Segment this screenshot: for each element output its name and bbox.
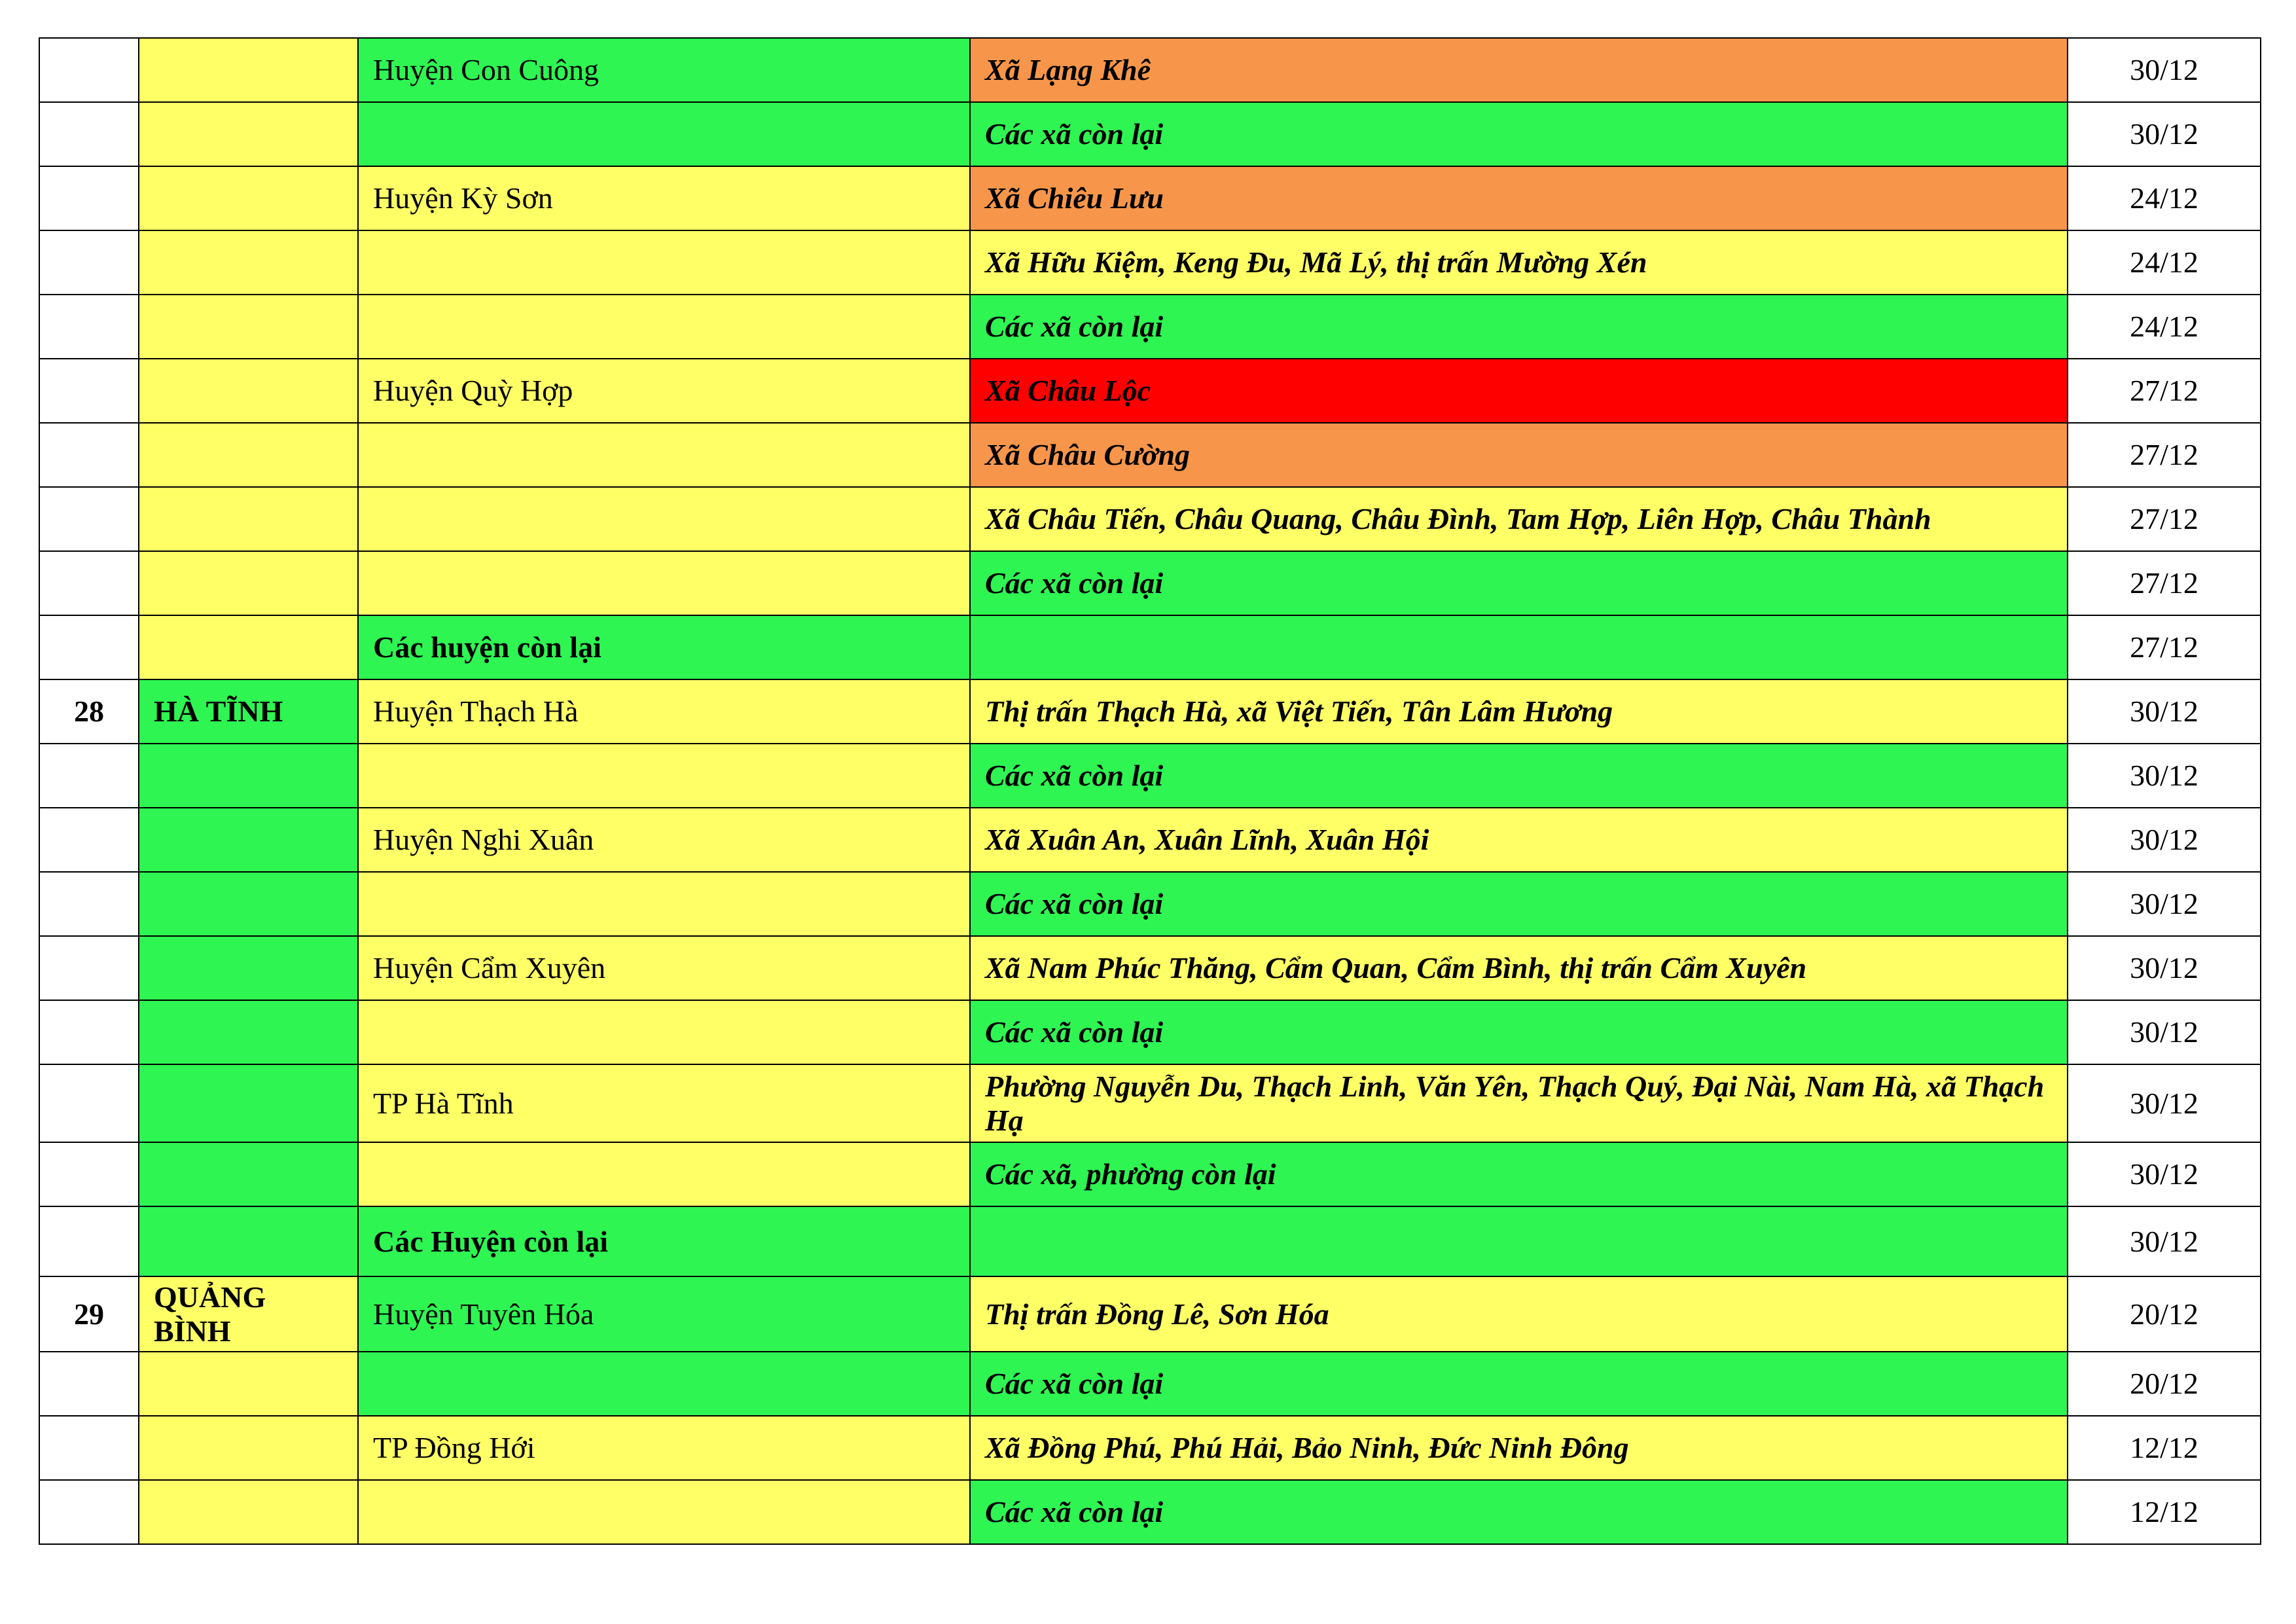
district-cell: Các huyện còn lại [358, 615, 970, 679]
table-row [39, 487, 2261, 551]
stt-cell [39, 808, 139, 872]
district-cell [358, 872, 970, 936]
province-cell [139, 423, 358, 487]
stt-cell [39, 295, 139, 359]
date-cell: 12/12 [2068, 1416, 2261, 1480]
province-cell [139, 487, 358, 551]
district-cell: Huyện Tuyên Hóa [358, 1276, 970, 1352]
date-cell: 30/12 [2068, 808, 2261, 872]
date-cell: 30/12 [2068, 872, 2261, 936]
commune-cell: Các xã còn lại [970, 102, 2068, 166]
date-cell: 30/12 [2068, 1064, 2261, 1142]
commune-cell: Xã Châu Tiến, Châu Quang, Châu Đình, Tam Hợp, Liên Hợp, Châu Thành [970, 487, 2068, 551]
commune-cell: Xã Châu Lộc [970, 359, 2068, 423]
table-row [39, 551, 2261, 615]
table-row [39, 423, 2261, 487]
date-cell: 24/12 [2068, 295, 2261, 359]
stt-cell [39, 936, 139, 1000]
province-cell [139, 1416, 358, 1480]
district-cell [358, 1000, 970, 1064]
stt-cell [39, 1480, 139, 1544]
district-cell: TP Hà Tĩnh [358, 1064, 970, 1142]
commune-cell: Xã Chiêu Lưu [970, 166, 2068, 230]
province-cell [139, 1480, 358, 1544]
date-cell: 30/12 [2068, 1206, 2261, 1276]
table-row [39, 295, 2261, 359]
district-cell: Huyện Quỳ Hợp [358, 359, 970, 423]
table-row [39, 1064, 2261, 1142]
table-row [39, 679, 2261, 744]
stt-cell: 28 [39, 679, 139, 744]
district-cell: Các Huyện còn lại [358, 1206, 970, 1276]
stt-cell [39, 1352, 139, 1416]
district-cell: Huyện Cẩm Xuyên [358, 936, 970, 1000]
province-cell [139, 295, 358, 359]
date-cell: 27/12 [2068, 359, 2261, 423]
table-row [39, 808, 2261, 872]
commune-cell: Thị trấn Thạch Hà, xã Việt Tiến, Tân Lâm Hương [970, 679, 2068, 744]
date-cell: 30/12 [2068, 679, 2261, 744]
district-cell [358, 1480, 970, 1544]
date-cell: 27/12 [2068, 487, 2261, 551]
commune-cell: Các xã còn lại [970, 744, 2068, 808]
province-cell [139, 230, 358, 295]
province-cell [139, 551, 358, 615]
district-cell [358, 1352, 970, 1416]
province-cell [139, 38, 358, 102]
stt-cell [39, 38, 139, 102]
date-cell: 30/12 [2068, 936, 2261, 1000]
province-cell: HÀ TĨNH [139, 679, 358, 744]
district-cell [358, 744, 970, 808]
district-cell: Huyện Nghi Xuân [358, 808, 970, 872]
stt-cell [39, 423, 139, 487]
commune-cell: Xã Hữu Kiệm, Keng Đu, Mã Lý, thị trấn Mường Xén [970, 230, 2068, 295]
stt-cell [39, 359, 139, 423]
commune-cell: Xã Châu Cường [970, 423, 2068, 487]
date-cell: 20/12 [2068, 1352, 2261, 1416]
table-row [39, 872, 2261, 936]
table-row [39, 166, 2261, 230]
commune-cell: Xã Nam Phúc Thăng, Cẩm Quan, Cẩm Bình, thị trấn Cẩm Xuyên [970, 936, 2068, 1000]
commune-cell: Các xã còn lại [970, 551, 2068, 615]
date-cell: 12/12 [2068, 1480, 2261, 1544]
district-cell: Huyện Thạch Hà [358, 679, 970, 744]
date-cell: 27/12 [2068, 423, 2261, 487]
stt-cell [39, 551, 139, 615]
commune-cell: Phường Nguyễn Du, Thạch Linh, Văn Yên, Thạch Quý, Đại Nài, Nam Hà, xã Thạch Hạ [970, 1064, 2068, 1142]
district-cell: Huyện Kỳ Sơn [358, 166, 970, 230]
commune-cell: Xã Lạng Khê [970, 38, 2068, 102]
table-row [39, 1352, 2261, 1416]
date-cell: 24/12 [2068, 166, 2261, 230]
date-cell: 30/12 [2068, 38, 2261, 102]
date-cell: 30/12 [2068, 1000, 2261, 1064]
province-cell [139, 744, 358, 808]
table-row [39, 744, 2261, 808]
stt-cell [39, 872, 139, 936]
district-cell [358, 102, 970, 166]
stt-cell [39, 1142, 139, 1206]
table-row [39, 615, 2261, 679]
district-cell [358, 230, 970, 295]
province-cell [139, 166, 358, 230]
date-cell: 30/12 [2068, 1142, 2261, 1206]
stt-cell [39, 102, 139, 166]
province-cell [139, 936, 358, 1000]
commune-cell: Các xã còn lại [970, 872, 2068, 936]
table-row [39, 1142, 2261, 1206]
district-cell [358, 487, 970, 551]
province-cell [139, 808, 358, 872]
date-cell: 30/12 [2068, 744, 2261, 808]
stt-cell [39, 1416, 139, 1480]
district-cell [358, 423, 970, 487]
table-row [39, 38, 2261, 102]
province-cell [139, 1352, 358, 1416]
stt-cell [39, 1000, 139, 1064]
table-row [39, 102, 2261, 166]
commune-cell: Các xã còn lại [970, 1352, 2068, 1416]
province-cell: QUẢNG BÌNH [139, 1276, 358, 1352]
table-row [39, 1416, 2261, 1480]
province-cell [139, 872, 358, 936]
province-cell [139, 359, 358, 423]
province-cell [139, 615, 358, 679]
district-cell [358, 295, 970, 359]
stt-cell [39, 487, 139, 551]
commune-cell: Các xã còn lại [970, 1480, 2068, 1544]
stt-cell [39, 166, 139, 230]
table-row [39, 359, 2261, 423]
province-cell [139, 1206, 358, 1276]
date-cell: 24/12 [2068, 230, 2261, 295]
stt-cell: 29 [39, 1276, 139, 1352]
stt-cell [39, 1064, 139, 1142]
commune-cell: Xã Xuân An, Xuân Lĩnh, Xuân Hội [970, 808, 2068, 872]
commune-cell: Các xã, phường còn lại [970, 1142, 2068, 1206]
district-cell [358, 1142, 970, 1206]
district-cell: Huyện Con Cuông [358, 38, 970, 102]
date-cell: 27/12 [2068, 551, 2261, 615]
date-cell: 27/12 [2068, 615, 2261, 679]
date-cell: 30/12 [2068, 102, 2261, 166]
stt-cell [39, 744, 139, 808]
date-cell: 20/12 [2068, 1276, 2261, 1352]
commune-cell: Các xã còn lại [970, 1000, 2068, 1064]
province-cell [139, 1142, 358, 1206]
province-cell [139, 1064, 358, 1142]
province-cell [139, 102, 358, 166]
commune-cell: Thị trấn Đồng Lê, Sơn Hóa [970, 1276, 2068, 1352]
stt-cell [39, 230, 139, 295]
zone-status-table [39, 37, 2261, 1545]
stt-cell [39, 1206, 139, 1276]
table-row [39, 1000, 2261, 1064]
commune-cell: Các xã còn lại [970, 295, 2068, 359]
province-cell [139, 1000, 358, 1064]
table-row [39, 1480, 2261, 1544]
commune-cell [970, 615, 2068, 679]
commune-cell [970, 1206, 2068, 1276]
table-row [39, 230, 2261, 295]
stt-cell [39, 615, 139, 679]
district-cell [358, 551, 970, 615]
table-row [39, 1276, 2261, 1352]
table-row [39, 1206, 2261, 1276]
district-cell: TP Đồng Hới [358, 1416, 970, 1480]
commune-cell: Xã Đồng Phú, Phú Hải, Bảo Ninh, Đức Ninh Đông [970, 1416, 2068, 1480]
table-body [39, 38, 2261, 1544]
table-row [39, 936, 2261, 1000]
